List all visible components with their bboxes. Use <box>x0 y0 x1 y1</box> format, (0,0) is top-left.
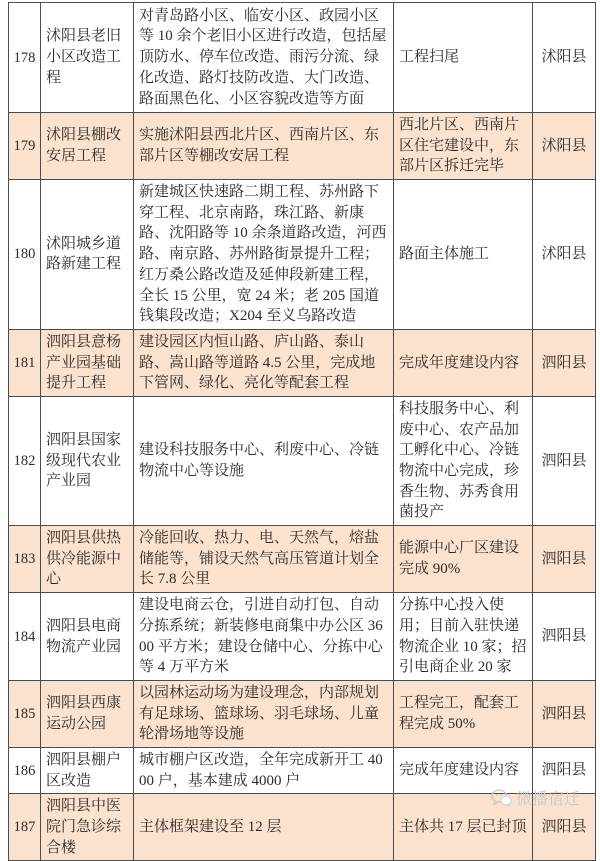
project-content-cell: 城市棚户区改造，全年完成新开工 4000 户，基本建成 4000 户 <box>134 747 394 793</box>
progress-cell: 能源中心厂区建设完成 90% <box>394 526 533 593</box>
watermark <box>490 786 580 809</box>
project-name-cell: 泗阳县意杨产业园基础提升工程 <box>41 329 134 396</box>
progress-cell: 完成年度建设内容 <box>394 329 533 396</box>
table-row <box>9 329 596 396</box>
project-content-cell: 建设科技服务中心、利废中心、冷链物流中心等设施 <box>134 396 394 525</box>
row-number-cell: 179 <box>9 113 41 180</box>
county-cell: 泗阳县 <box>533 794 596 861</box>
row-number-cell: 187 <box>9 794 41 861</box>
row-number-cell: 180 <box>9 180 41 330</box>
project-content-cell: 冷能回收、热力、电、天然气，熔盐储能等，铺设天然气高压管道计划全长 7.8 公里 <box>134 526 394 593</box>
project-content-cell: 建设园区内恒山路、庐山路、泰山路、嵩山路等道路 4.5 公里，完成地下管网、绿化、亮化等配套工程 <box>134 329 394 396</box>
project-name-cell: 沭阳县老旧小区改造工程 <box>41 3 134 113</box>
project-name-cell: 泗阳县电商物流产业园 <box>41 593 134 681</box>
row-number-cell: 186 <box>9 747 41 793</box>
project-content-cell: 对青岛路小区、临安小区、政园小区等 10 余个老旧小区进行改造，包括屋顶防水、停车位改造、雨污分流、绿化改造、路灯技防改造、大门改造、路面黑色化、小区容貌改造等方面 <box>134 3 394 113</box>
county-cell: 泗阳县 <box>533 593 596 681</box>
wechat-icon <box>490 788 512 808</box>
progress-cell: 工程扫尾 <box>394 3 533 113</box>
project-content-cell: 新建城区快速路二期工程、苏州路下穿工程、北京南路，珠江路、新康路、沈阳路等 10 余条道路改造，河西路、南京路、苏州路街景提升工程；红万桑公路改造及延伸段新建工程，全长 15 公里，宽 24 米；老 205 国道钱集段改造；X204 至义乌路改造 <box>134 180 394 330</box>
progress-cell: 主体共 17 层已封顶 <box>394 794 533 861</box>
project-name-cell: 泗阳县棚户区改造 <box>41 747 134 793</box>
table-row <box>9 680 596 747</box>
project-content-cell: 建设电商云仓，引进自动打包、自动分拣系统；新装修电商集中办公区 3600 平方米；建设仓储中心、分拣中心等 4 万平方米 <box>134 593 394 681</box>
project-name-cell: 沭阳城乡道路新建工程 <box>41 180 134 330</box>
row-number-cell: 183 <box>9 526 41 593</box>
table-row <box>9 396 596 525</box>
county-cell: 泗阳县 <box>533 396 596 525</box>
row-number-cell: 181 <box>9 329 41 396</box>
progress-cell: 工程完工，配套工程完成 50% <box>394 680 533 747</box>
progress-cell: 科技服务中心、利废中心、农产品加工孵化中心、冷链物流中心完成，珍香生物、苏秀食用菌投产 <box>394 396 533 525</box>
county-cell: 泗阳县 <box>533 747 596 793</box>
watermark-text: 微播宿迁 <box>516 791 581 808</box>
project-name-cell: 泗阳县西康运动公园 <box>41 680 134 747</box>
table-row <box>9 593 596 681</box>
table-row <box>9 3 596 113</box>
progress-cell: 路面主体施工 <box>394 180 533 330</box>
project-name-cell: 泗阳县国家级现代农业产业园 <box>41 396 134 525</box>
projects-table <box>8 2 596 861</box>
county-cell: 泗阳县 <box>533 526 596 593</box>
project-name-cell: 沭阳县棚改安居工程 <box>41 113 134 180</box>
table-row <box>9 526 596 593</box>
row-number-cell: 184 <box>9 593 41 681</box>
county-cell: 泗阳县 <box>533 329 596 396</box>
project-name-cell: 泗阳县中医院门急诊综合楼 <box>41 794 134 861</box>
row-number-cell: 185 <box>9 680 41 747</box>
county-cell: 沭阳县 <box>533 3 596 113</box>
row-number-cell: 182 <box>9 396 41 525</box>
progress-cell: 西北片区、西南片区住宅建设中，东部片区拆迁完毕 <box>394 113 533 180</box>
projects-table-body <box>9 3 596 861</box>
county-cell: 沭阳县 <box>533 180 596 330</box>
table-row <box>9 180 596 330</box>
project-name-cell: 泗阳县供热供冷能源中心 <box>41 526 134 593</box>
county-cell: 沭阳县 <box>533 113 596 180</box>
county-cell: 泗阳县 <box>533 680 596 747</box>
project-content-cell: 主体框架建设至 12 层 <box>134 794 394 861</box>
progress-cell: 完成年度建设内容 <box>394 747 533 793</box>
progress-cell: 分拣中心投入使用；目前入驻快递物流企业 10 家；招引电商企业 20 家 <box>394 593 533 681</box>
project-content-cell: 实施沭阳县西北片区、西南片区、东部片区等棚改安居工程 <box>134 113 394 180</box>
project-content-cell: 以园林运动场为建设理念，内部规划有足球场、篮球场、羽毛球场、儿童轮滑场地等设施 <box>134 680 394 747</box>
row-number-cell: 178 <box>9 3 41 113</box>
table-row <box>9 113 596 180</box>
